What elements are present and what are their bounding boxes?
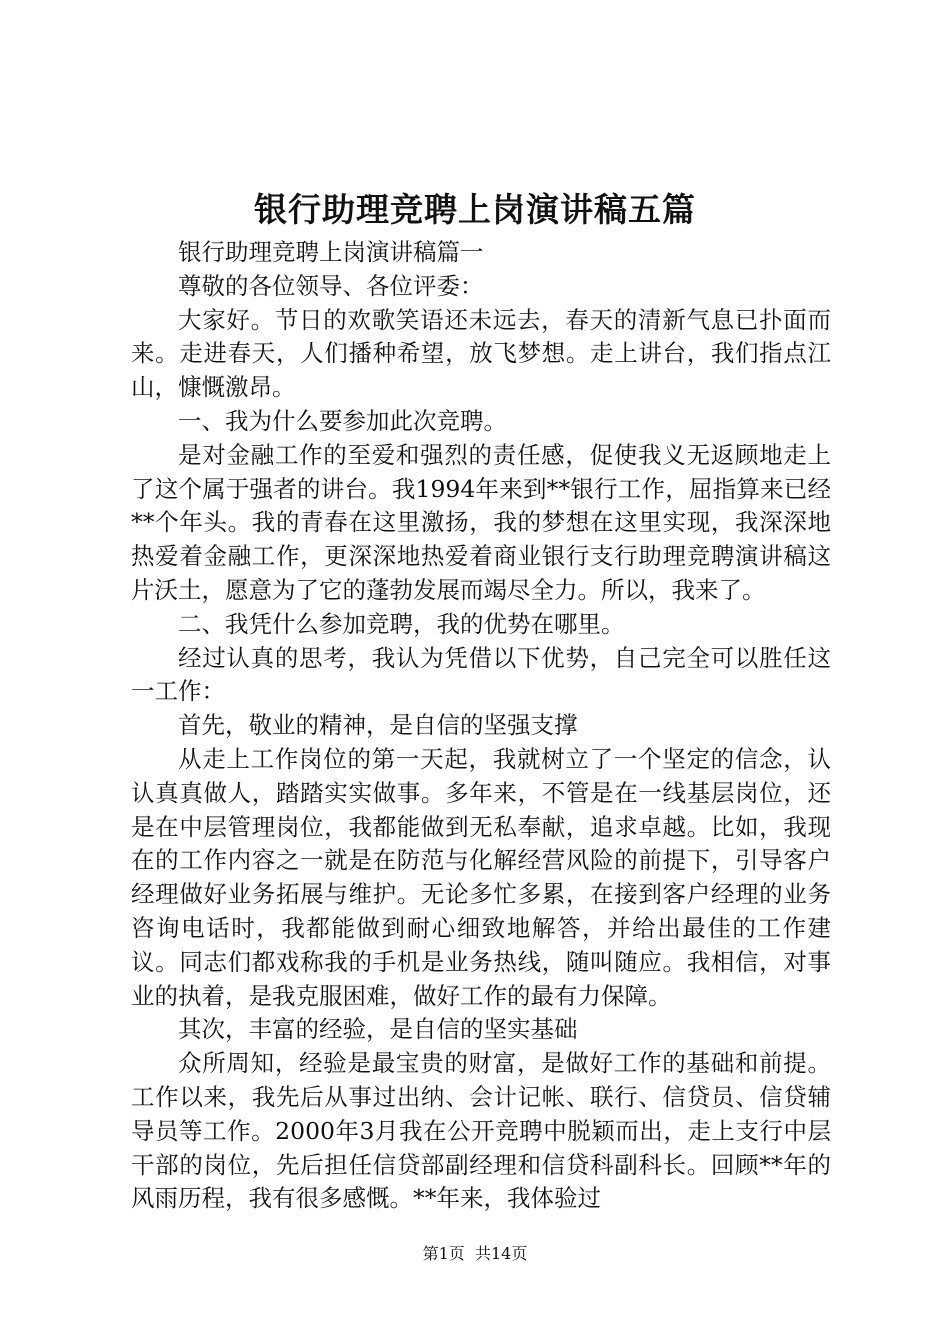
paragraph-section-heading: 银行助理竞聘上岗演讲稿篇一 (178, 238, 484, 266)
paragraph-point-two-intro: 经过认真的思考，我认为凭借以下优势，自己完全可以胜任这一工作： (131, 643, 831, 706)
paragraph-second-advantage-body: 众所周知，经验是最宝贵的财富，是做好工作的基础和前提。工作以来，我先后从事过出纳、会计记帐、联行、信贷员、信贷辅导员等工作。2000年3月我在公开竞聘中脱颖而出，走上支行中层干部的岗位，先后担任信贷部副经理和信贷科副科长。回顾**年的风雨历程，我有很多感慨。**年来，我体验过 (131, 1049, 831, 1213)
paragraph-salutation: 尊敬的各位领导、各位评委： (178, 271, 484, 300)
page-number: 第1页 (422, 1244, 465, 1263)
paragraph-first-advantage-heading: 首先，敬业的精神，是自信的坚强支撑 (178, 711, 578, 740)
paragraph-point-one-heading: 一、我为什么要参加此次竞聘。 (178, 406, 507, 435)
page-footer (0, 1243, 950, 1265)
document-title: 银行助理竞聘上岗演讲稿五篇 (254, 190, 696, 229)
paragraph-point-one-body: 是对金融工作的至爱和强烈的责任感，促使我义无返顾地走上了这个属于强者的讲台。我1994年来到**银行工作，屈指算来已经**个年头。我的青春在这里激扬，我的梦想在这里实现，我深深地热爱着金融工作，更深深地热爱着商业银行支行助理竞聘演讲稿这片沃土，愿意为了它的蓬勃发展而竭尽全力。所以，我来了。 (131, 440, 831, 604)
document-body (131, 236, 831, 1216)
paragraph-second-advantage-heading: 其次，丰富的经验，是自信的坚实基础 (178, 1015, 578, 1044)
paragraph-first-advantage-body: 从走上工作岗位的第一天起，我就树立了一个坚定的信念，认认真真做人，踏踏实实做事。多年来，不管是在一线基层岗位，还是在中层管理岗位，我都能做到无私奉献，追求卓越。比如，我现在的工作内容之一就是在防范与化解经营风险的前提下，引导客户经理做好业务拓展与维护。无论多忙多累，在接到客户经理的业务咨询电话时，我都能做到耐心细致地解答，并给出最佳的工作建议。同志们都戏称我的手机是业务热线，随叫随应。我相信，对事业的执着，是我克服困难，做好工作的最有力保障。 (131, 744, 831, 1010)
paragraph-point-two-heading: 二、我凭什么参加竞聘，我的优势在哪里。 (178, 609, 625, 638)
page-total: 共14页 (474, 1244, 528, 1263)
paragraph-greeting: 大家好。节日的欢歌笑语还未远去，春天的清新气息已扑面而来。走进春天，人们播种希望，放飞梦想。走上讲台，我们指点江山，慷慨激昂。 (131, 305, 831, 402)
